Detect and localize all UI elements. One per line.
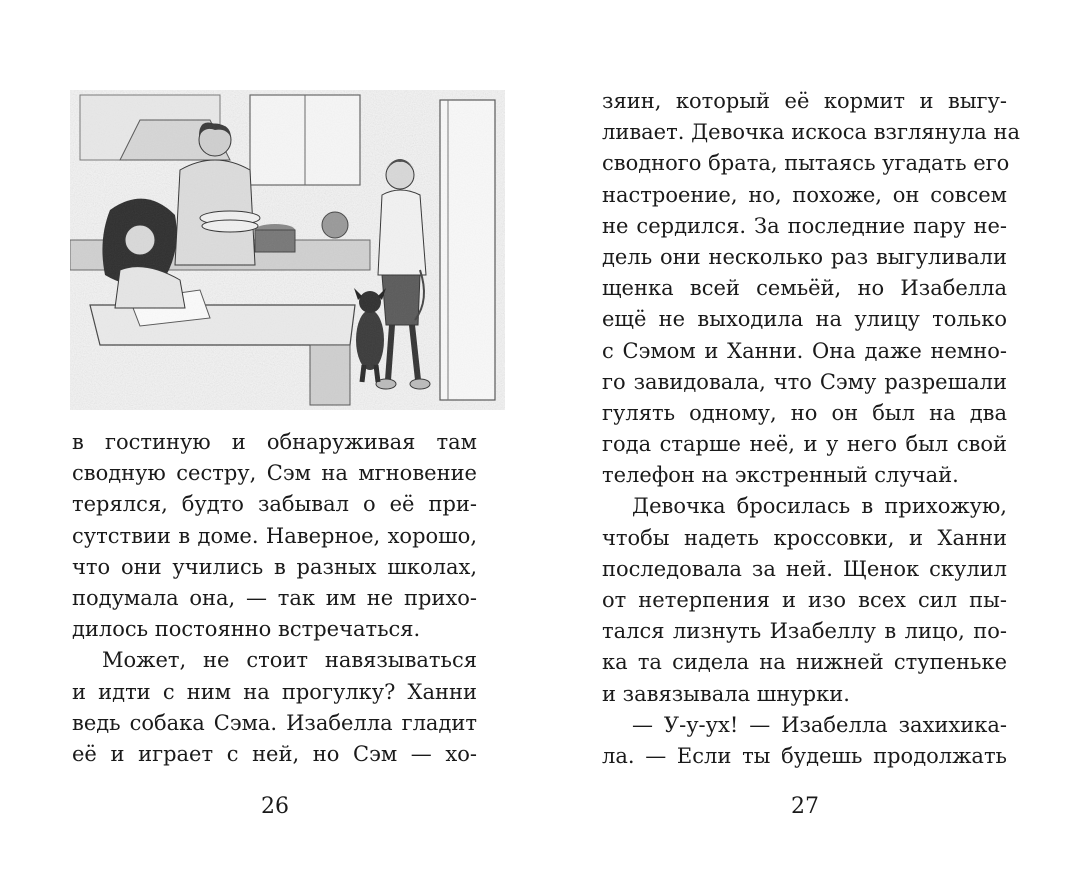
text-line: Девочка бросилась в прихожую, — [632, 494, 1007, 519]
left-page-text — [72, 427, 477, 770]
text-line: сутствии в доме. Наверное, хорошо, — [72, 523, 477, 548]
text-line: последовала за ней. Щенок скулил — [602, 556, 1007, 581]
left-page — [0, 0, 540, 886]
text-line: настроение, но, похоже, он совсем — [602, 182, 1007, 207]
right-page-text — [602, 86, 1021, 772]
page-number: 27 — [791, 794, 819, 819]
text-line: — У-у-ух! — Изабелла захихика- — [632, 712, 1007, 737]
right-page — [540, 0, 1080, 886]
text-line: терялся, будто забывал о её при- — [72, 492, 477, 517]
text-line: и завязывала шнурки. — [602, 681, 850, 706]
text-line: что они учились в разных школах, — [72, 554, 477, 579]
text-line: подумала она, — так им не прихо- — [72, 585, 477, 610]
text-line: щенка всей семьёй, но Изабелла — [602, 276, 1007, 301]
text-line: и идти с ним на прогулку? Ханни — [72, 679, 477, 704]
text-line: телефон на экстренный случай. — [602, 463, 959, 488]
text-line: тался лизнуть Изабеллу в лицо, по- — [602, 619, 1007, 644]
text-line: с Сэмом и Ханни. Она даже немно- — [602, 338, 1007, 363]
text-line: чтобы надеть кроссовки, и Ханни — [602, 525, 1007, 550]
text-line: ка та сидела на нижней ступеньке — [602, 650, 1007, 675]
text-line: Может, не стоит навязываться — [102, 648, 477, 673]
page-number: 26 — [261, 794, 289, 819]
text-line: го завидовала, что Сэму разрешали — [602, 369, 1007, 394]
text-line: года старше неё, и у него был свой — [602, 432, 1007, 457]
text-line: её и играет с ней, но Сэм — хо- — [72, 741, 477, 766]
text-line: гулять одному, но он был на два — [602, 400, 1007, 425]
text-line: ливает. Девочка искоса взглянула на — [602, 120, 1021, 145]
text-line: ещё не выходила на улицу только — [602, 307, 1007, 332]
text-line: сводного брата, пытаясь угадать его — [602, 151, 1010, 176]
text-line: ла. — Если ты будешь продолжать — [602, 743, 1007, 768]
text-line: не сердился. За последние пару не- — [602, 213, 1007, 238]
text-line: от нетерпения и изо всех сил пы- — [602, 588, 1007, 612]
text-line: дилось постоянно встречаться. — [72, 617, 421, 642]
text-line: зяин, который её кормит и выгу- — [602, 89, 1007, 113]
text-line: дель они несколько раз выгуливали — [602, 244, 1007, 269]
text-line: в гостиную и обнаруживая там — [72, 430, 477, 454]
kitchen-illustration — [70, 90, 505, 410]
text-line: ведь собака Сэма. Изабелла гладит — [72, 710, 477, 735]
text-line: сводную сестру, Сэм на мгновение — [72, 461, 477, 486]
